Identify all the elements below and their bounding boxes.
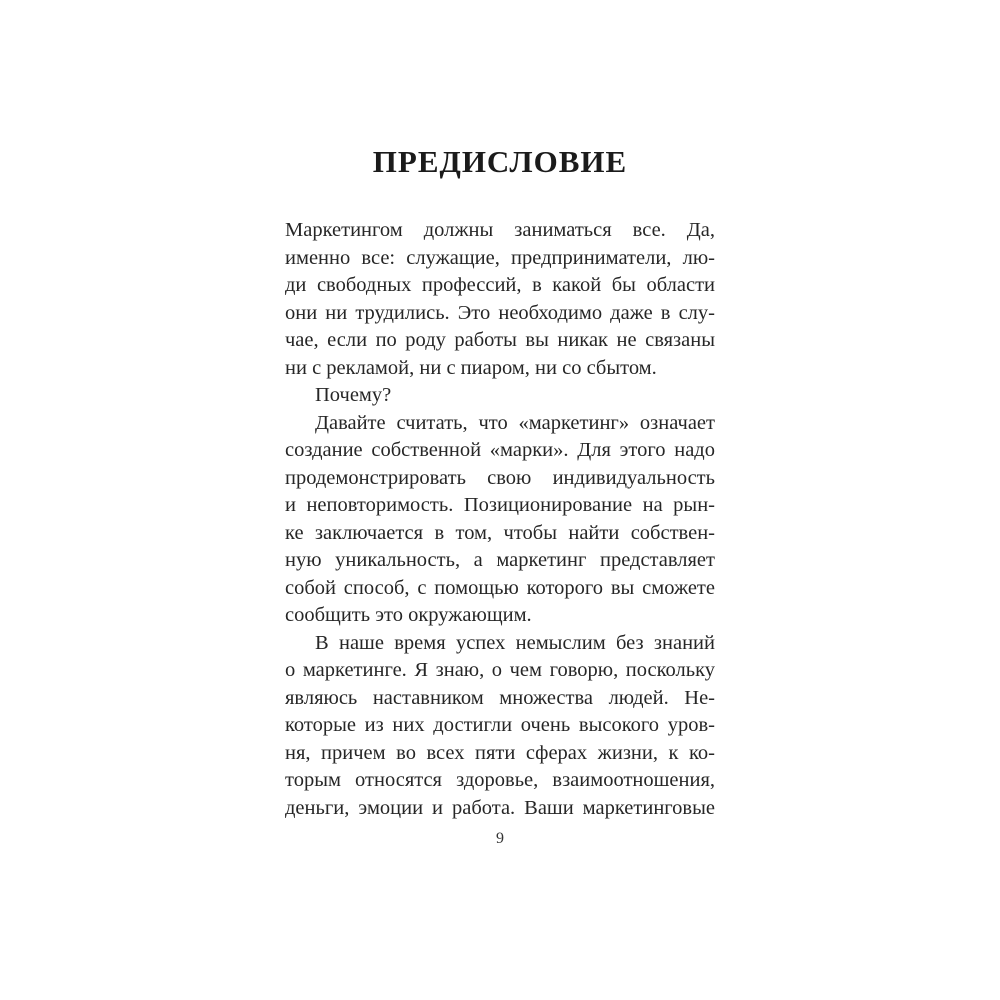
text-line: создание собственной «марки». Для этого надо — [285, 439, 715, 461]
paragraph — [285, 382, 715, 410]
paragraph — [285, 217, 715, 382]
text-line: В наше время успех немыслим без знаний — [315, 631, 715, 654]
text-line: ди свободных профессий, в какой бы области — [285, 274, 715, 296]
text-line: ке заключается в том, чтобы найти собствен- — [285, 521, 715, 544]
text-line: и неповторимость. Позиционирование на рын- — [285, 494, 715, 516]
text-line: ня, причем во всех пяти сферах жизни, к ко- — [285, 741, 715, 764]
text-line: собой способ, с помощью которого вы сможете — [285, 576, 715, 599]
text-line: ни с рекламой, ни с пиаром, ни со сбытом. — [285, 356, 657, 379]
text-line: которые из них достигли очень высокого уров- — [285, 714, 715, 736]
text-line: продемонстрировать свою индивидуальность — [285, 466, 715, 489]
text-line: являюсь наставником множества людей. Не- — [285, 686, 715, 709]
text-line: Маркетингом должны заниматься все. Да, — [285, 219, 715, 241]
text-line: Почему? — [315, 384, 392, 406]
paragraph — [285, 630, 715, 823]
chapter-title: ПРЕДИСЛОВИЕ — [372, 144, 628, 179]
text-line: о маркетинге. Я знаю, о чем говорю, поскольку — [285, 659, 715, 681]
body-text — [285, 217, 715, 822]
text-line: чае, если по роду работы вы никак не связаны — [285, 329, 715, 351]
text-line: торым относятся здоровье, взаимоотношения, — [285, 769, 715, 791]
text-line: ную уникальность, а маркетинг представляет — [285, 549, 715, 571]
page-number: 9 — [496, 830, 504, 847]
text-line: деньги, эмоции и работа. Ваши маркетинговые — [285, 796, 715, 819]
text-line: они ни трудились. Это необходимо даже в слу- — [285, 301, 715, 324]
paragraph — [285, 410, 715, 630]
text-line: сообщить это окружающим. — [285, 604, 532, 626]
text-line: именно все: служащие, предприниматели, лю- — [285, 246, 715, 269]
text-line: Давайте считать, что «маркетинг» означает — [315, 411, 715, 434]
